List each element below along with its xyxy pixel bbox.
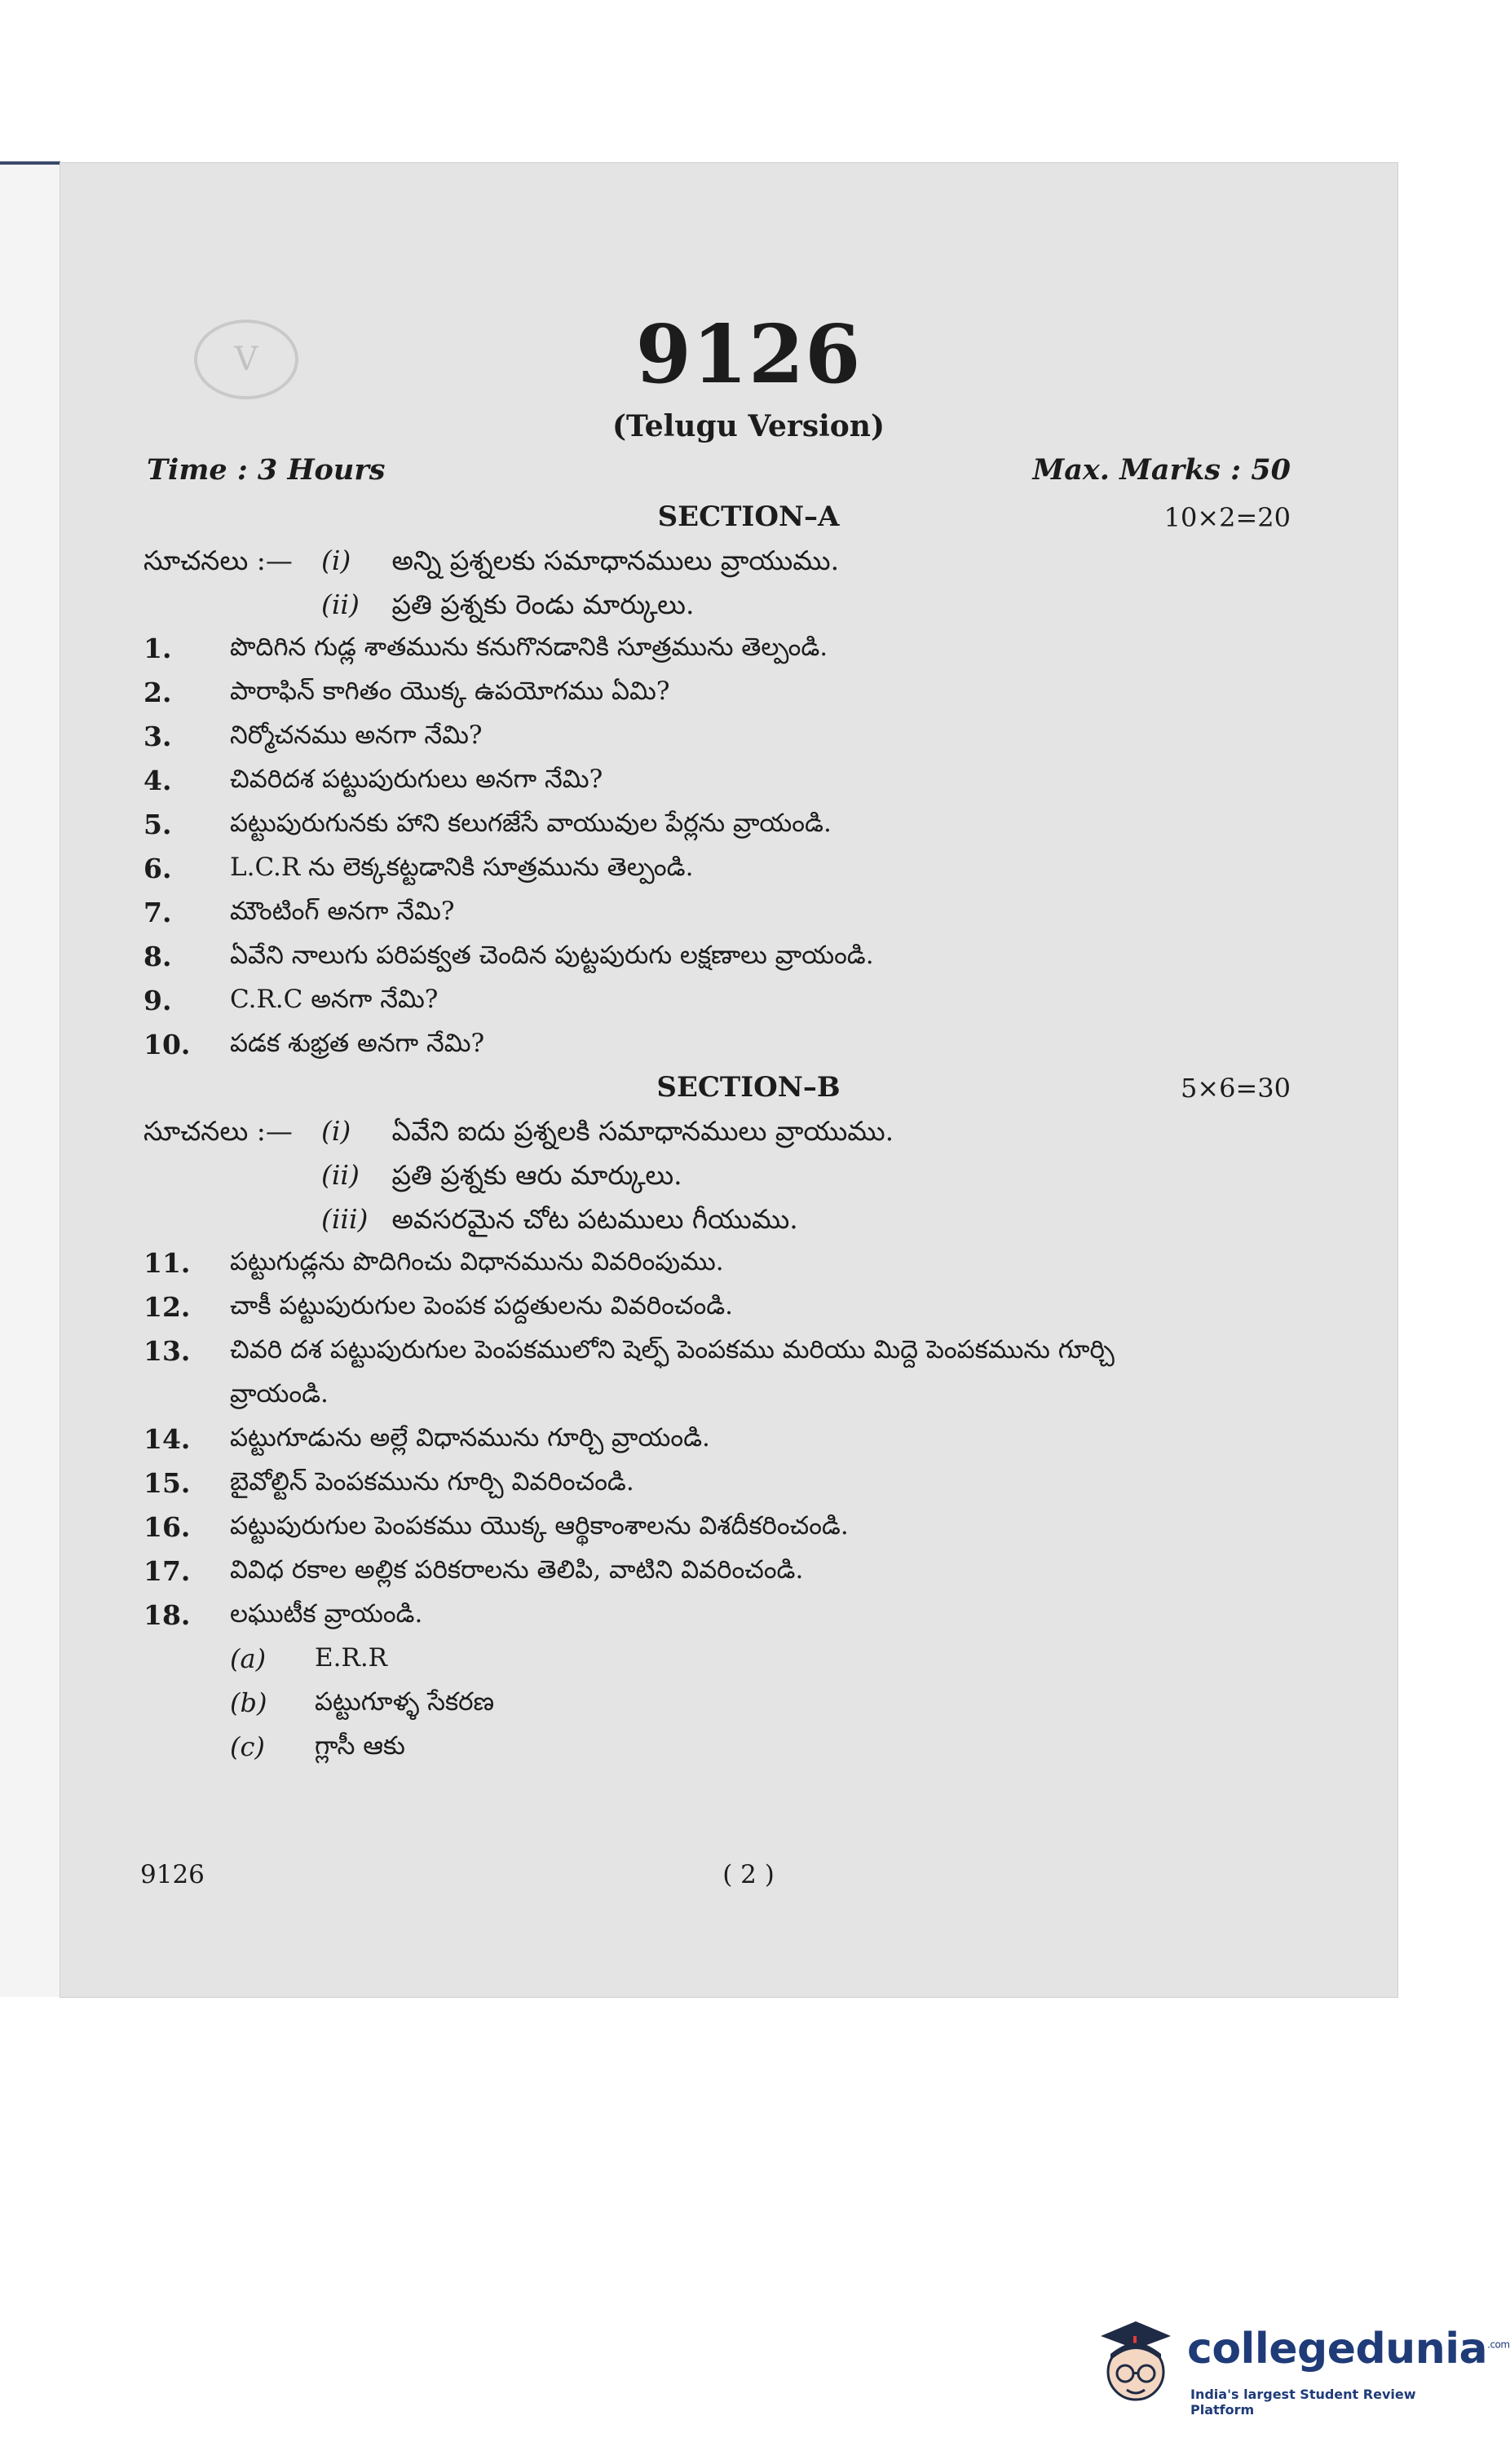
question-text: చివరిదశ పట్టుపురుగులు అనగా నేమి?: [230, 765, 603, 794]
sub-item-label: (a): [230, 1643, 267, 1674]
question-text: ఏవేని నాలుగు పరిపక్వత చెందిన పుట్టపురుగు లక్షణాలు వ్రాయండి.: [230, 941, 874, 970]
question-text: చివరి దశ పట్టుపురుగుల పెంపకములోని షెల్ఫ్ పెంపకము మరియు మిద్దె పెంపకమును గూర్చి: [230, 1335, 1115, 1364]
question-text: పట్టుపురుగునకు హాని కలుగజేసే వాయువుల పేర్లను వ్రాయండి.: [230, 809, 832, 838]
paper-version: (Telugu Version): [612, 409, 885, 443]
question-text: L.C.R ను లెక్కకట్టడానికి సూత్రమును తెల్పండి.: [230, 853, 694, 882]
question-text: పట్టుపురుగుల పెంపకము యొక్క ఆర్థికాంశాలను విశదీకరించండి.: [230, 1511, 849, 1541]
time-allowed: Time : 3 Hours: [147, 453, 386, 487]
section-b-note: [321, 1159, 682, 1197]
question-number: 5.: [143, 809, 172, 840]
sub-item-text: పట్టుగూళ్ళ సేకరణ: [315, 1687, 495, 1717]
section-a-title: SECTION–A: [657, 500, 840, 533]
question-text: బైవోల్టిన్ పెంపకమును గూర్చి వివరించండి.: [230, 1467, 634, 1496]
section-a-marks: 10×2=20: [1163, 502, 1291, 533]
student-mascot-icon: [1093, 2313, 1179, 2411]
note-roman: (iii): [321, 1203, 369, 1235]
question-text: C.R.C అనగా నేమి?: [230, 985, 439, 1014]
question-number: 10.: [143, 1029, 191, 1060]
question-number: 18.: [143, 1599, 191, 1631]
footer-paper-code: 9126: [140, 1860, 205, 1889]
question-text: నిర్మోచనము అనగా నేమి?: [230, 721, 483, 750]
note-roman: (ii): [321, 588, 360, 620]
section-a-note: [321, 588, 694, 627]
question-number: 15.: [143, 1467, 191, 1499]
sub-item-label: (b): [230, 1687, 267, 1718]
note-roman: (i): [321, 1115, 351, 1147]
note-text: ప్రతి ప్రశ్నకు ఆరు మార్కులు.: [391, 1159, 682, 1191]
section-b-notes-label: సూచనలు :—: [143, 1115, 293, 1147]
question-text: వివిధ రకాల అల్లిక పరికరాలను తెలిపి, వాటిని వివరించండి.: [230, 1555, 804, 1585]
question-text: మౌంటింగ్ అనగా నేమి?: [230, 897, 455, 926]
section-b-note: [321, 1115, 894, 1153]
question-number: 3.: [143, 721, 172, 752]
max-marks: Max. Marks : 50: [1032, 453, 1291, 487]
question-text-continued: వ్రాయండి.: [230, 1379, 329, 1408]
question-number: 16.: [143, 1511, 191, 1543]
note-roman: (ii): [321, 1159, 360, 1191]
question-number: 14.: [143, 1423, 191, 1455]
section-b-note: [321, 1203, 798, 1241]
question-number: 1.: [143, 633, 172, 664]
question-number: 11.: [143, 1247, 191, 1279]
note-roman: (i): [321, 544, 351, 576]
note-text: ప్రతి ప్రశ్నకు రెండు మార్కులు.: [391, 588, 695, 620]
brand-tagline: India's largest Student Review Platform: [1190, 2387, 1416, 2418]
footer-page-number: ( 2 ): [722, 1860, 775, 1889]
note-text: అన్ని ప్రశ్నలకు సమాధానములు వ్రాయుము.: [391, 544, 840, 576]
question-text: పడక శుభ్రత అనగా నేమి?: [230, 1029, 485, 1058]
question-text: పట్టుగూడును అల్లే విధానమును గూర్చి వ్రాయండి.: [230, 1423, 710, 1452]
question-number: 9.: [143, 985, 172, 1016]
section-b-title: SECTION–B: [656, 1071, 841, 1104]
question-number: 6.: [143, 853, 172, 884]
section-b-marks: 5×6=30: [1180, 1073, 1291, 1104]
scan-top-line: [0, 161, 60, 165]
question-number: 13.: [143, 1335, 191, 1367]
question-text: పారాఫిన్ కాగితం యొక్క ఉపయోగము ఏమి?: [230, 677, 670, 706]
collegedunia-logo[interactable]: [1093, 2307, 1510, 2421]
brand-name-text: collegedunia: [1187, 2325, 1488, 2374]
question-number: 2.: [143, 677, 172, 708]
sub-item-text: E.R.R: [315, 1643, 388, 1673]
section-a-note: [321, 544, 839, 583]
question-number: 12.: [143, 1291, 191, 1323]
question-number: 4.: [143, 765, 172, 796]
paper-code: 9126: [635, 308, 862, 402]
section-a-notes-label: సూచనలు :—: [143, 544, 293, 576]
question-number: 7.: [143, 897, 172, 928]
question-text: లఘుటీక వ్రాయండి.: [230, 1599, 423, 1629]
question-text: పట్టుగుడ్లను పొదిగించు విధానమును వివరింపుము.: [230, 1247, 724, 1276]
note-text: అవసరమైన చోట పటములు గీయుము.: [391, 1203, 798, 1235]
sub-item-label: (c): [230, 1731, 265, 1762]
question-number: 17.: [143, 1555, 191, 1587]
brand-domain-suffix: .com: [1487, 2338, 1510, 2351]
question-number: 8.: [143, 941, 172, 972]
question-text: పొదిగిన గుడ్ల శాతమును కనుగొనడానికి సూత్రమును తెల్పండి.: [230, 633, 828, 662]
note-text: ఏవేని ఐదు ప్రశ్నలకి సమాధానములు వ్రాయుము.: [391, 1115, 894, 1147]
stamp-mark: V: [234, 341, 258, 378]
question-text: చాకీ పట్టుపురుగుల పెంపక పద్దతులను వివరించండి.: [230, 1291, 734, 1320]
sub-item-text: గ్లాసీ ఆకు: [315, 1731, 405, 1761]
brand-name: [1187, 2325, 1510, 2374]
